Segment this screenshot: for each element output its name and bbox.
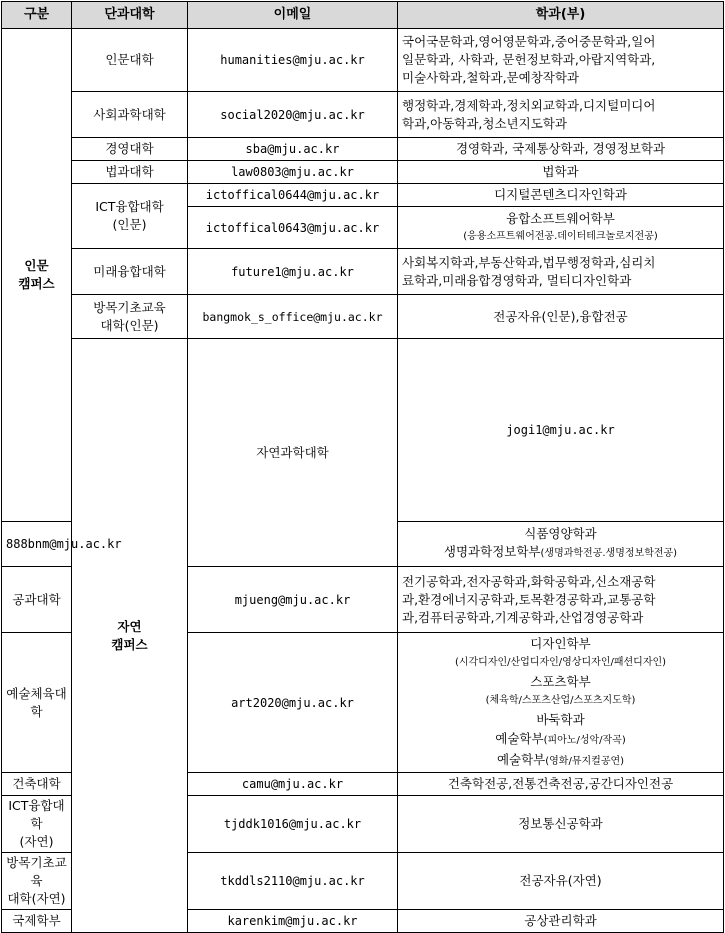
email-link[interactable]: ictoffical0644@mju.ac.kr	[188, 184, 398, 207]
email-link[interactable]: jogi1@mju.ac.kr	[398, 339, 724, 522]
department-cell: 식품영양학과 생명과학정보학부(생명과학전공.생명정보학전공)	[398, 522, 724, 567]
email-link[interactable]: law0803@mju.ac.kr	[188, 161, 398, 184]
department-cell: 사회복지학과,부동산학과,법무행정학과,심리치 료학과,미래융합경영학과, 멀티디자인학과	[398, 249, 724, 295]
college-cell: 사회과학대학	[72, 92, 188, 138]
department-cell: 디자인학부 (시각디자인/산업디자인/영상디자인/패션디자인) 스포츠학부 (체육학/스포츠산업/스포츠지도학) 바둑학과 예술학부(피아노/성악/작곡) 예술학부(영화/뮤지컬공연)	[398, 633, 724, 773]
college-cell: 국제학부	[2, 910, 72, 933]
header-department: 학과(부)	[398, 2, 724, 29]
campus-natural: 자연 캠퍼스	[72, 339, 188, 933]
email-link[interactable]: 888bnm@mju.ac.kr	[2, 522, 72, 567]
college-cell: 예술체육대학	[2, 633, 72, 773]
email-link[interactable]: tkddls2110@mju.ac.kr	[188, 853, 398, 910]
header-category: 구분	[2, 2, 72, 29]
email-link[interactable]: karenkim@mju.ac.kr	[188, 910, 398, 933]
table-row	[2, 295, 724, 339]
department-cell: 법학과	[398, 161, 724, 184]
email-link[interactable]: future1@mju.ac.kr	[188, 249, 398, 295]
college-cell: 공과대학	[2, 567, 72, 633]
table-row	[2, 184, 724, 207]
email-link[interactable]: camu@mju.ac.kr	[188, 773, 398, 796]
college-email-table	[1, 1, 724, 933]
college-cell: ICT융합대학 (인문)	[72, 184, 188, 249]
table-row	[2, 339, 724, 522]
email-link[interactable]: humanities@mju.ac.kr	[188, 29, 398, 92]
college-cell: 건축대학	[2, 773, 72, 796]
department-cell: 공상관리학과	[398, 910, 724, 933]
department-cell: 디지털콘텐츠디자인학과	[398, 184, 724, 207]
email-link[interactable]: tjddk1016@mju.ac.kr	[188, 796, 398, 853]
table-row	[2, 29, 724, 92]
header-row	[2, 2, 724, 29]
header-college: 단과대학	[72, 2, 188, 29]
department-cell: 전공자유(자연)	[398, 853, 724, 910]
department-cell: 전기공학과,전자공학과,화학공학과,신소재공학 과,환경에너지공학과,토목환경공학과,교통공학 과,컴퓨터공학과,기계공학과,산업경영공학과	[398, 567, 724, 633]
college-cell: 미래융합대학	[72, 249, 188, 295]
email-link[interactable]: mjueng@mju.ac.kr	[188, 567, 398, 633]
college-cell: ICT융합대학 (자연)	[2, 796, 72, 853]
email-link[interactable]: art2020@mju.ac.kr	[188, 633, 398, 773]
department-cell: 융합소프트웨어학부 (응용소프트웨어전공.데이터테크놀로지전공)	[398, 207, 724, 249]
table-row	[2, 161, 724, 184]
college-cell: 법과대학	[72, 161, 188, 184]
department-cell: 국어국문학과,영어영문학과,중어중문학과,일어 일문학과, 사학과, 문헌정보학과,아랍지역학과, 미술사학과,철학과,문예창작학과	[398, 29, 724, 92]
email-link[interactable]: ictoffical0643@mju.ac.kr	[188, 207, 398, 249]
college-cell: 방목기초교육 대학(자연)	[2, 853, 72, 910]
campus-humanities: 인문 캠퍼스	[2, 29, 72, 522]
college-cell: 경영대학	[72, 138, 188, 161]
header-email: 이메일	[188, 2, 398, 29]
college-cell: 인문대학	[72, 29, 188, 92]
email-link[interactable]: sba@mju.ac.kr	[188, 138, 398, 161]
email-link[interactable]: bangmok_s_office@mju.ac.kr	[188, 295, 398, 339]
college-cell: 자연과학대학	[188, 339, 398, 567]
department-cell: 건축학전공,전통건축전공,공간디자인전공	[398, 773, 724, 796]
department-cell: 정보통신공학과	[398, 796, 724, 853]
table-row	[2, 138, 724, 161]
table-row	[2, 249, 724, 295]
department-cell: 전공자유(인문),융합전공	[398, 295, 724, 339]
department-cell: 경영학과, 국제통상학과, 경영정보학과	[398, 138, 724, 161]
table-row	[2, 92, 724, 138]
department-cell: 행정학과,경제학과,정치외교학과,디지털미디어 학과,아동학과,청소년지도학과	[398, 92, 724, 138]
college-cell: 방목기초교육 대학(인문)	[72, 295, 188, 339]
email-link[interactable]: social2020@mju.ac.kr	[188, 92, 398, 138]
